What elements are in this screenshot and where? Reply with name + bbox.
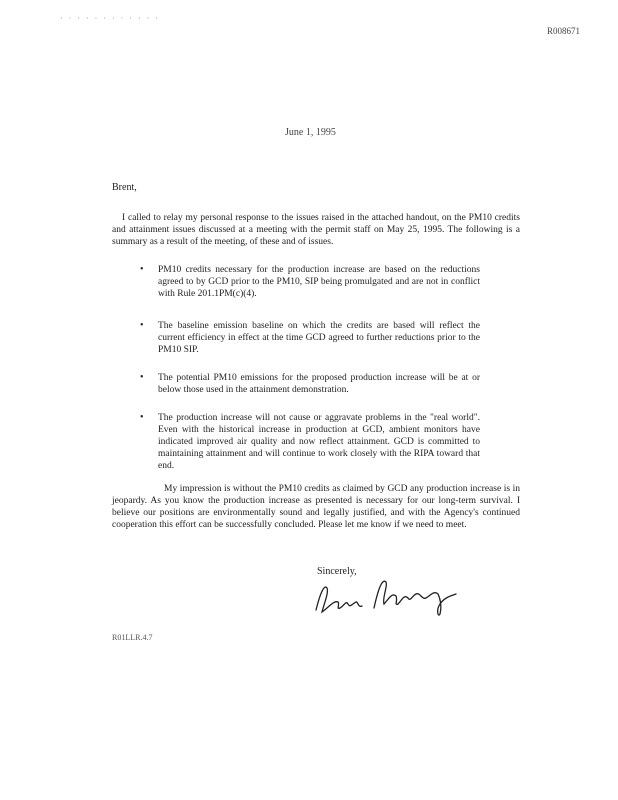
list-item (140, 412, 480, 472)
bullet-icon: • (140, 264, 144, 275)
sign-off: Sincerely, (317, 566, 357, 577)
bullet-list (140, 264, 480, 485)
closing-paragraph: My impression is without the PM10 credits as claimed by GCD any production increase is in jeopardy. As you know the production increase as presented is necessary for our long-term survival. I believe our positions are environmentally sound and legally justified, and with the Agency's continued cooperation this effort can be successfully concluded. Please let me know if we need to meet. (112, 484, 520, 530)
letter-date: June 1, 1995 (285, 127, 336, 138)
bullet-icon: • (140, 412, 144, 423)
list-item (140, 264, 480, 300)
bullet-icon: • (140, 320, 144, 331)
list-item (140, 320, 480, 356)
bullet-text: The production increase will not cause or aggravate problems in the "real world". Even with the historical increase in production at GCD, ambient monitors have indicated improved air quality and now reflect attainment. GCD is committed to maintaining attainment and will continue to work closely with the RIPA toward that end. (158, 413, 480, 471)
bullet-text: The baseline emission baseline on which the credits are based will reflect the current efficiency in effect at the time GCD agreed to further reductions prior to the PM10 SIP. (158, 321, 480, 355)
document-code: R01LLR.4.7 (112, 633, 153, 642)
bates-number: R008671 (546, 26, 580, 36)
list-item (140, 372, 480, 396)
bullet-icon: • (140, 372, 144, 383)
bullet-text: The potential PM10 emissions for the proposed production increase will be at or below those used in the attainment demonstration. (158, 373, 480, 395)
intro-paragraph: I called to relay my personal response to the issues raised in the attached handout, on the PM10 credits and attainment issues discussed at a meeting with the permit staff on May 25, 1995. The following is a summary as a result of the meeting, of these and of issues. (112, 213, 520, 247)
handwritten-signature (312, 570, 462, 620)
scan-header: · · · · · · · · · · · · (60, 14, 160, 23)
bullet-text: PM10 credits necessary for the production increase are based on the reductions agreed to by GCD prior to the PM10, SIP being promulgated and are not in conflict with Rule 201.1PM(c)(4). (158, 265, 480, 299)
salutation: Brent, (112, 182, 137, 193)
